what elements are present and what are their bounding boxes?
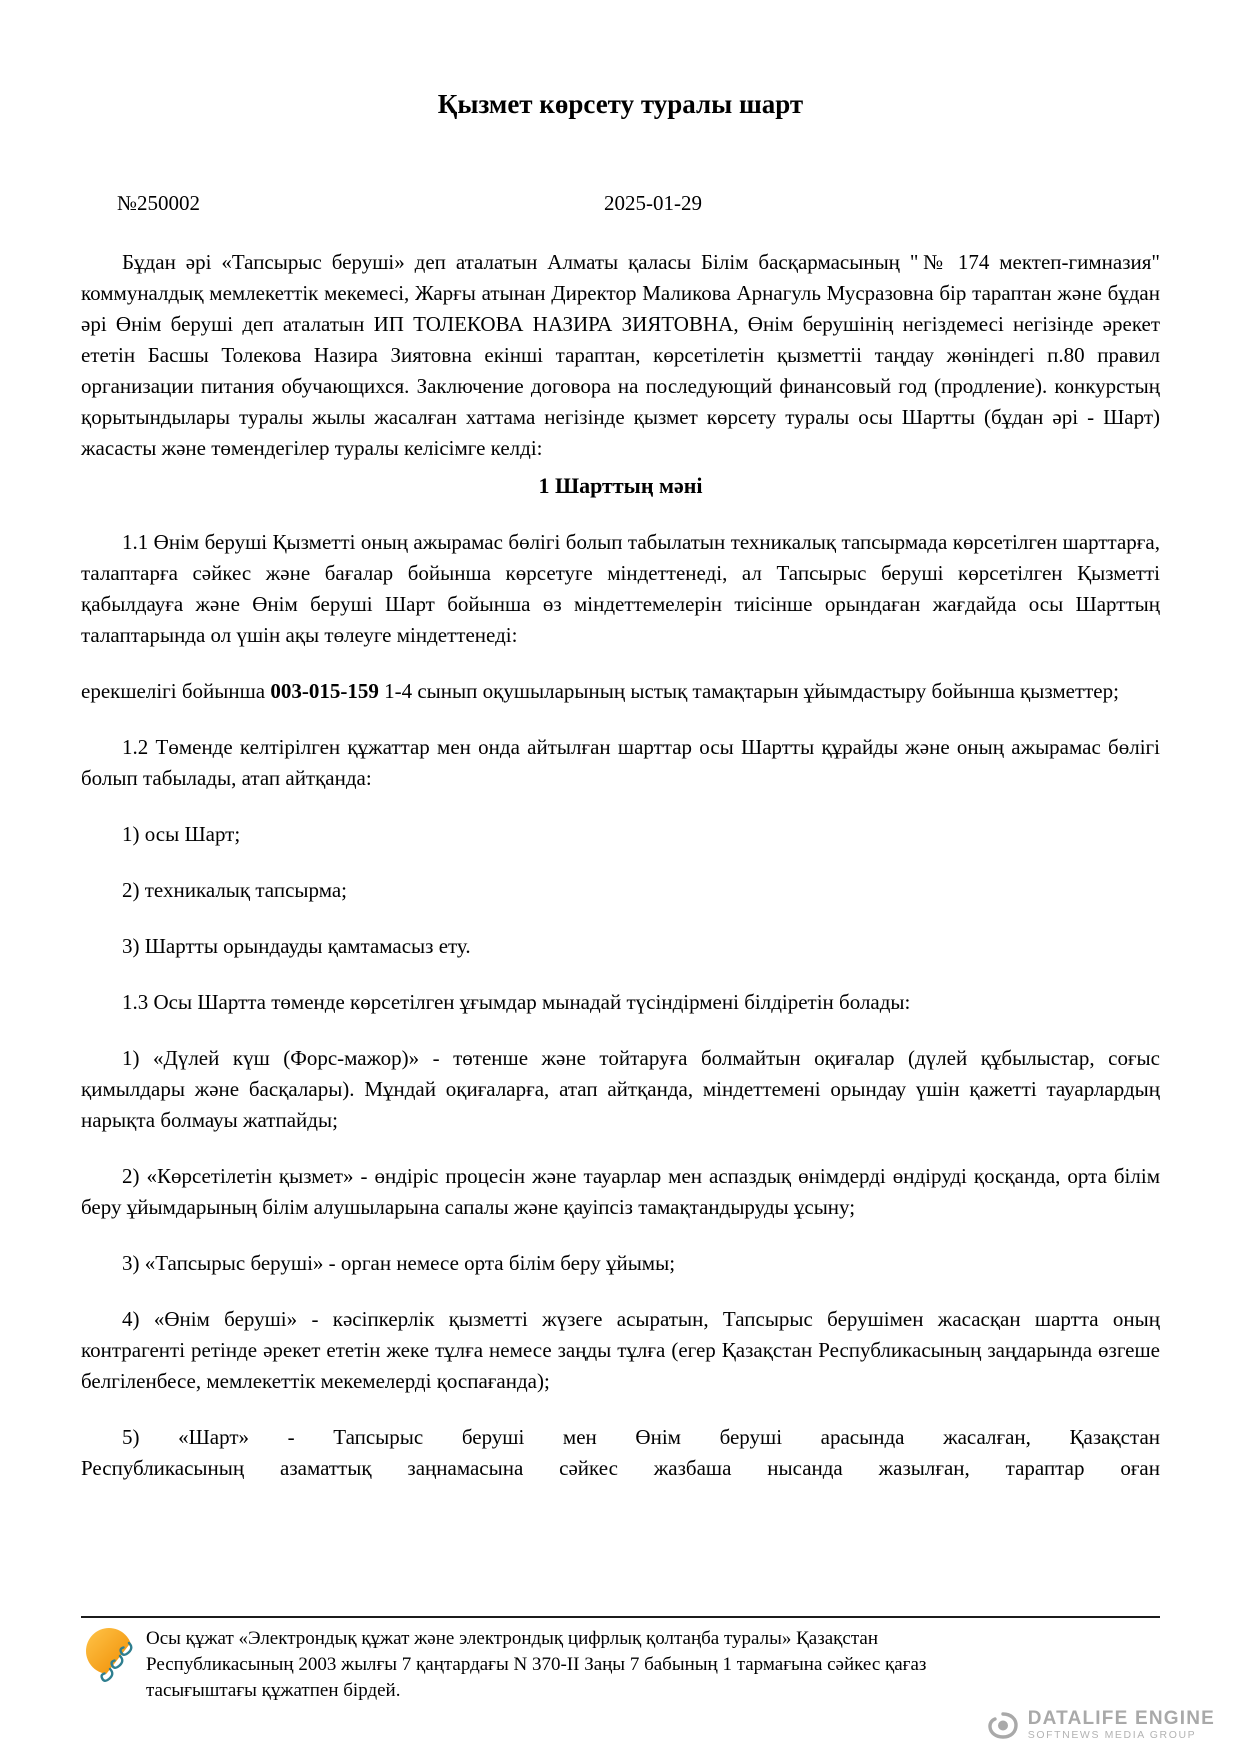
contract-date: 2025-01-29 [604,191,702,215]
esign-footer-line-1: Осы құжат «Электрондық құжат және электрондық цифрлық қолтаңба туралы» Қазақстан [146,1628,878,1649]
definition-contract-line-1: 5) «Шарт» - Тапсырыс беруші мен Өнім беруші арасында жасалған, Қазақстан [122,1425,1160,1449]
esign-footer-text [146,1626,1046,1704]
lot-description-paragraph [81,676,1160,707]
definition-contract [81,1422,1160,1484]
section-1-heading: 1 Шарттың мәні [538,473,703,498]
datalife-engine-subtitle: SOFTNEWS MEDIA GROUP [1027,1729,1197,1741]
datalife-engine-watermark [986,1709,1215,1742]
lot-code: 003-015-159 [270,679,379,703]
document-list-item-3: 3) Шартты орындауды қамтамасыз ету. [122,934,471,958]
document-body [81,86,1160,1484]
lot-suffix: 1-4 сынып оқушыларының ыстық тамақтарын ұйымдастыру бойынша қызметтер; [378,679,1119,703]
definition-customer: 3) «Тапсырыс беруші» - орган немесе орта білім беру ұйымы; [122,1251,676,1275]
datalife-engine-eye-icon [986,1711,1020,1741]
esign-stamp-footer [84,1626,1046,1704]
page-title: Қызмет көрсету туралы шарт [437,89,804,119]
datalife-engine-wordmark: DATALIFE ENGINE [1027,1708,1215,1729]
esign-footer-line-3: тасығыштағы құжатпен бірдей. [146,1680,401,1701]
egov-stamp-icon [84,1626,138,1690]
contract-meta [81,188,1160,219]
lot-prefix: ерекшелігі бойынша [81,679,271,703]
clause-1-3: 1.3 Осы Шартта төменде көрсетілген ұғымдар мынадай түсіндірмені білдіретін болады: [122,990,911,1014]
definition-force-majeure: 1) «Дүлей күш (Форс-мажор)» - төтенше және тойтаруға болмайтын оқиғалар (дүлей құбылыстар, соғыс қимылдары және басқалары). Мұндай оқиғаларға, атап айтқанда, міндеттемені орындау үшін қажетті тауарлардың нарықта болмауы жатпайды; [81,1046,1160,1132]
definition-supplier: 4) «Өнім беруші» - кәсіпкерлік қызметті жүзеге асыратын, Тапсырыс берушімен жасасқан шартта оның контрагенті ретінде әрекет ететін жеке тұлға немесе заңды тұлға (егер Қазақстан Республикасының заңдарында өзгеше белгіленбесе, мемлекеттік мекемелерді қоспағанда); [81,1307,1160,1393]
definition-service: 2) «Көрсетілетін қызмет» - өндіріс процесін және тауарлар мен аспаздық өнімдерді өндіруді қосқанда, орта білім беру ұйымдарының білім алушыларына сапалы және қауіпсіз тамақтандыруды ұсыну; [81,1164,1160,1219]
definition-contract-line-2: Республикасының азаматтық заңнамасына сәйкес жазбаша нысанда жазылған, тараптар оған [81,1456,1160,1480]
contract-number: №250002 [117,191,201,215]
esign-footer-line-2: Республикасының 2003 жылғы 7 қаңтардағы N 370-II Заңы 7 бабының 1 тармағына сәйкес қағаз [146,1654,927,1675]
clause-1-1: 1.1 Өнім беруші Қызметті оның ажырамас бөлігі болып табылатын техникалық тапсырмада көрсетілген шарттарға, талаптарға сәйкес және бағалар бойынша көрсетуге міндеттенеді, ал Тапсырыс беруші көрсетілген Қызметті қабылдауға және Өнім беруші Шарт бойынша өз міндеттемелерін тиісінше орындаған жағдайда осы Шарттың талаптарында ол үшін ақы төлеуге міндеттенеді: [81,530,1160,647]
contract-intro-paragraph: Бұдан әрі «Тапсырыс беруші» деп аталатын Алматы қаласы Білім басқармасының "№ 174 мектеп-гимназия" коммуналдық мемлекеттік мекемесі, Жарғы атынан Директор Маликова Арнагуль Мусразовна бір тараптан және бұдан әрі Өнім беруші деп аталатын ИП ТОЛЕКОВА НАЗИРА ЗИЯТОВНА, Өнім берушінің негіздемесі негізінде әрекет ететін Басшы Толекова Назира Зиятовна екінші тараптан, көрсетілетін қызметтіі таңдау жөніндегі п.80 правил организации питания обучающихся. Заключение договора на последующий финансовый год (продление). конкурстың қорытындылары туралы жылы жасалған хаттама негізінде қызмет көрсету туралы осы Шартты (бұдан әрі - Шарт) жасасты және төмендегілер туралы келісімге келді: [81,250,1160,460]
clause-1-2: 1.2 Төменде келтірілген құжаттар мен онда айтылған шарттар осы Шартты құрайды және оның ажырамас бөлігі болып табылады, атап айтқанда: [81,735,1160,790]
document-list-item-1: 1) осы Шарт; [122,822,241,846]
document-list-item-2: 2) техникалық тапсырма; [122,878,348,902]
page-cut-line [81,1616,1160,1618]
